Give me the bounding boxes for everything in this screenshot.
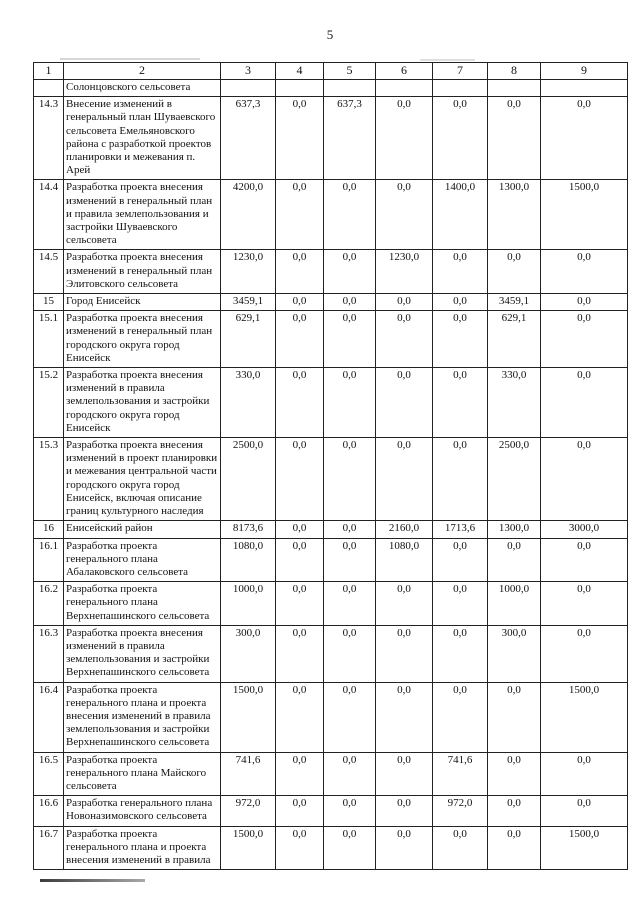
row-value-cell [376, 80, 433, 97]
row-name-cell: Разработка генерального плана Новоназимовского сельсовета [64, 796, 221, 826]
row-value-cell: 1500,0 [541, 826, 628, 870]
column-header: 9 [541, 63, 628, 80]
scan-artifact [420, 59, 475, 61]
row-value-cell: 0,0 [324, 682, 376, 752]
row-value-cell: 1400,0 [433, 180, 488, 250]
column-header: 2 [64, 63, 221, 80]
row-number-cell: 14.4 [34, 180, 64, 250]
row-value-cell [541, 80, 628, 97]
row-value-cell: 1300,0 [488, 180, 541, 250]
row-value-cell: 0,0 [433, 682, 488, 752]
row-value-cell: 1500,0 [221, 826, 276, 870]
row-value-cell: 1500,0 [221, 682, 276, 752]
row-value-cell: 0,0 [376, 625, 433, 682]
row-value-cell: 0,0 [276, 368, 324, 438]
row-value-cell: 0,0 [376, 438, 433, 521]
table-row [34, 97, 628, 180]
row-value-cell: 0,0 [433, 294, 488, 311]
row-value-cell [276, 80, 324, 97]
row-value-cell: 0,0 [276, 682, 324, 752]
row-number-cell: 15.3 [34, 438, 64, 521]
row-value-cell: 0,0 [376, 582, 433, 626]
row-value-cell: 2500,0 [488, 438, 541, 521]
row-value-cell: 0,0 [433, 826, 488, 870]
row-value-cell: 0,0 [541, 294, 628, 311]
row-value-cell: 300,0 [488, 625, 541, 682]
row-number-cell: 16 [34, 521, 64, 538]
row-value-cell: 0,0 [276, 97, 324, 180]
row-value-cell: 0,0 [324, 796, 376, 826]
row-value-cell: 2160,0 [376, 521, 433, 538]
table-row [34, 438, 628, 521]
row-value-cell: 0,0 [433, 438, 488, 521]
row-value-cell: 1230,0 [376, 250, 433, 294]
row-value-cell: 0,0 [488, 826, 541, 870]
row-name-cell: Разработка проекта внесения изменений в правила землепользования и застройки городского округа город Енисейск [64, 368, 221, 438]
row-number-cell: 16.4 [34, 682, 64, 752]
row-value-cell: 0,0 [276, 796, 324, 826]
budget-table [33, 62, 628, 870]
row-name-cell: Разработка проекта внесения изменений в генеральный план городского округа город Енисейск [64, 311, 221, 368]
row-value-cell: 0,0 [376, 368, 433, 438]
row-name-cell: Внесение изменений в генеральный план Шуваевского сельсовета Емельяновского района с разработкой проектов планировки и межевания п. Арей [64, 97, 221, 180]
row-value-cell: 330,0 [221, 368, 276, 438]
table-body [34, 80, 628, 870]
row-value-cell [433, 80, 488, 97]
row-value-cell: 0,0 [488, 538, 541, 582]
row-value-cell: 2500,0 [221, 438, 276, 521]
table-row [34, 625, 628, 682]
row-value-cell: 0,0 [541, 796, 628, 826]
row-value-cell: 0,0 [376, 682, 433, 752]
row-value-cell [324, 80, 376, 97]
row-value-cell: 741,6 [221, 752, 276, 796]
column-header: 8 [488, 63, 541, 80]
table-row [34, 752, 628, 796]
row-value-cell: 0,0 [376, 796, 433, 826]
row-number-cell: 16.1 [34, 538, 64, 582]
row-value-cell: 3459,1 [221, 294, 276, 311]
row-value-cell: 0,0 [324, 250, 376, 294]
column-header: 7 [433, 63, 488, 80]
row-value-cell: 637,3 [324, 97, 376, 180]
column-header: 6 [376, 63, 433, 80]
row-name-cell: Разработка проекта внесения изменений в генеральный план и правила землепользования и застройки Шуваевского сельсовета [64, 180, 221, 250]
row-value-cell: 3000,0 [541, 521, 628, 538]
column-header: 5 [324, 63, 376, 80]
row-number-cell [34, 80, 64, 97]
row-value-cell: 0,0 [324, 311, 376, 368]
row-value-cell [488, 80, 541, 97]
row-number-cell: 15.2 [34, 368, 64, 438]
row-value-cell: 0,0 [376, 180, 433, 250]
table-row [34, 368, 628, 438]
column-header: 4 [276, 63, 324, 80]
row-name-cell: Разработка проекта генерального плана Верхнепашинского сельсовета [64, 582, 221, 626]
row-name-cell: Разработка проекта внесения изменений в правила землепользования и застройки Верхнепашинского сельсовета [64, 625, 221, 682]
row-value-cell: 0,0 [276, 294, 324, 311]
row-number-cell: 16.2 [34, 582, 64, 626]
row-value-cell: 0,0 [376, 97, 433, 180]
row-value-cell: 0,0 [276, 180, 324, 250]
row-value-cell: 330,0 [488, 368, 541, 438]
table-row [34, 80, 628, 97]
row-value-cell: 1230,0 [221, 250, 276, 294]
row-value-cell: 4200,0 [221, 180, 276, 250]
row-value-cell: 300,0 [221, 625, 276, 682]
row-value-cell: 629,1 [221, 311, 276, 368]
row-name-cell: Разработка проекта генерального плана Абалаковского сельсовета [64, 538, 221, 582]
row-name-cell: Город Енисейск [64, 294, 221, 311]
row-value-cell: 741,6 [433, 752, 488, 796]
row-name-cell: Енисейский район [64, 521, 221, 538]
row-value-cell: 1300,0 [488, 521, 541, 538]
row-value-cell: 0,0 [324, 294, 376, 311]
column-header: 3 [221, 63, 276, 80]
row-value-cell: 0,0 [324, 582, 376, 626]
table-row [34, 682, 628, 752]
table-row [34, 796, 628, 826]
row-value-cell: 0,0 [324, 438, 376, 521]
scan-artifact [40, 879, 145, 882]
row-value-cell: 1713,6 [433, 521, 488, 538]
table-row [34, 180, 628, 250]
row-number-cell: 16.5 [34, 752, 64, 796]
row-value-cell: 8173,6 [221, 521, 276, 538]
row-value-cell: 0,0 [324, 521, 376, 538]
row-value-cell: 972,0 [221, 796, 276, 826]
row-value-cell: 1000,0 [221, 582, 276, 626]
row-value-cell: 0,0 [276, 538, 324, 582]
row-name-cell: Разработка проекта внесения изменений в генеральный план Элитовского сельсовета [64, 250, 221, 294]
row-value-cell: 1500,0 [541, 180, 628, 250]
row-value-cell: 0,0 [276, 625, 324, 682]
row-value-cell: 0,0 [376, 294, 433, 311]
row-value-cell: 1080,0 [221, 538, 276, 582]
row-value-cell: 0,0 [433, 582, 488, 626]
row-value-cell: 0,0 [324, 368, 376, 438]
row-value-cell: 0,0 [376, 826, 433, 870]
row-value-cell: 0,0 [541, 752, 628, 796]
table-row [34, 250, 628, 294]
row-value-cell: 0,0 [488, 682, 541, 752]
row-value-cell: 0,0 [541, 538, 628, 582]
row-value-cell: 1500,0 [541, 682, 628, 752]
row-value-cell [221, 80, 276, 97]
row-value-cell: 0,0 [276, 311, 324, 368]
row-value-cell: 0,0 [276, 521, 324, 538]
row-value-cell: 1080,0 [376, 538, 433, 582]
row-value-cell: 0,0 [324, 826, 376, 870]
row-value-cell: 0,0 [433, 311, 488, 368]
row-value-cell: 0,0 [276, 752, 324, 796]
row-value-cell: 0,0 [276, 582, 324, 626]
row-value-cell: 1000,0 [488, 582, 541, 626]
column-header: 1 [34, 63, 64, 80]
row-value-cell: 972,0 [433, 796, 488, 826]
row-value-cell: 0,0 [541, 250, 628, 294]
row-value-cell: 0,0 [433, 625, 488, 682]
row-value-cell: 0,0 [541, 582, 628, 626]
row-number-cell: 15 [34, 294, 64, 311]
row-value-cell: 0,0 [541, 311, 628, 368]
table-row [34, 294, 628, 311]
row-value-cell: 0,0 [324, 538, 376, 582]
row-value-cell: 0,0 [541, 97, 628, 180]
table-row [34, 538, 628, 582]
row-value-cell: 0,0 [376, 311, 433, 368]
row-value-cell: 0,0 [488, 250, 541, 294]
row-number-cell: 14.5 [34, 250, 64, 294]
row-value-cell: 0,0 [433, 97, 488, 180]
row-value-cell: 0,0 [276, 438, 324, 521]
row-value-cell: 0,0 [276, 826, 324, 870]
row-value-cell: 0,0 [324, 752, 376, 796]
table-row [34, 582, 628, 626]
row-value-cell: 0,0 [488, 796, 541, 826]
scan-artifact [60, 58, 200, 60]
row-value-cell: 0,0 [324, 180, 376, 250]
row-number-cell: 14.3 [34, 97, 64, 180]
row-name-cell: Солонцовского сельсовета [64, 80, 221, 97]
row-value-cell: 0,0 [541, 625, 628, 682]
row-value-cell: 0,0 [541, 438, 628, 521]
row-value-cell: 0,0 [433, 250, 488, 294]
row-value-cell: 0,0 [433, 538, 488, 582]
row-value-cell: 0,0 [433, 368, 488, 438]
row-value-cell: 0,0 [276, 250, 324, 294]
row-value-cell: 0,0 [324, 625, 376, 682]
row-value-cell: 629,1 [488, 311, 541, 368]
row-number-cell: 16.7 [34, 826, 64, 870]
table-row [34, 826, 628, 870]
row-value-cell: 0,0 [541, 368, 628, 438]
row-name-cell: Разработка проекта внесения изменений в проект планировки и межевания центральной части городского округа город Енисейск, включая описание границ культурного наследия [64, 438, 221, 521]
row-name-cell: Разработка проекта генерального плана и проекта внесения изменений в правила [64, 826, 221, 870]
row-name-cell: Разработка проекта генерального плана и проекта внесения изменений в правила землепользования и застройки Верхнепашинского сельсовета [64, 682, 221, 752]
row-value-cell: 637,3 [221, 97, 276, 180]
row-value-cell: 0,0 [488, 97, 541, 180]
row-value-cell: 3459,1 [488, 294, 541, 311]
row-value-cell: 0,0 [376, 752, 433, 796]
row-value-cell: 0,0 [488, 752, 541, 796]
column-header-row [34, 63, 628, 80]
row-number-cell: 16.6 [34, 796, 64, 826]
row-name-cell: Разработка проекта генерального плана Майского сельсовета [64, 752, 221, 796]
row-number-cell: 16.3 [34, 625, 64, 682]
table-row [34, 311, 628, 368]
row-number-cell: 15.1 [34, 311, 64, 368]
page-number: 5 [326, 27, 334, 42]
table-row [34, 521, 628, 538]
